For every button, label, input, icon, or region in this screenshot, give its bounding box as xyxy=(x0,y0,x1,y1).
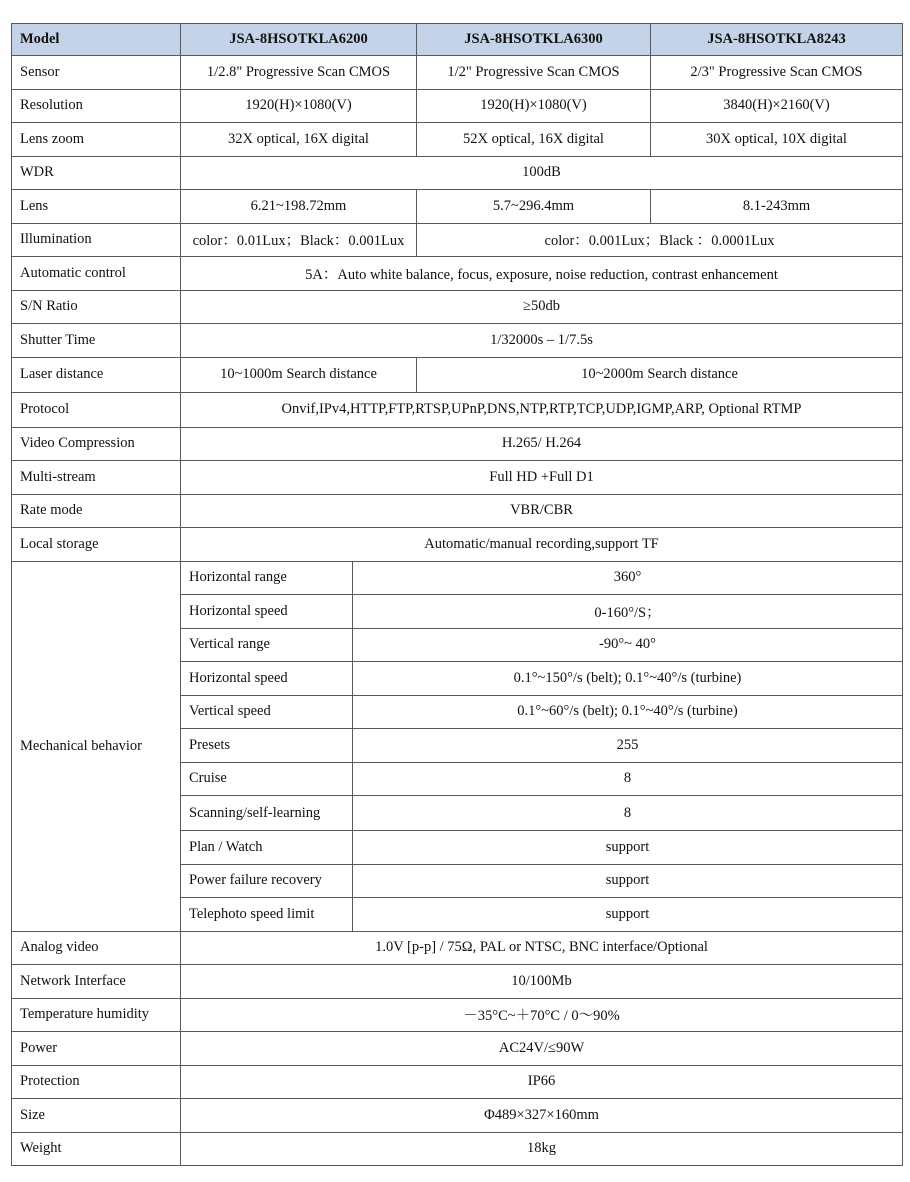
cell-value: 2/3" Progressive Scan CMOS xyxy=(651,56,903,90)
row-label: Power xyxy=(12,1032,181,1066)
model-header: Model xyxy=(12,24,181,56)
row-label: Size xyxy=(12,1099,181,1133)
sub-value: support xyxy=(353,898,903,932)
cell-value: －35°C~＋70°C / 0～90% xyxy=(181,998,903,1032)
sn-ratio-row xyxy=(12,290,903,324)
sub-value: 0.1°~60°/s (belt); 0.1°~40°/s (turbine) xyxy=(353,695,903,729)
cell-value: 1920(H)×1080(V) xyxy=(417,89,651,123)
row-label: Lens xyxy=(12,190,181,224)
mechanical-row xyxy=(12,561,903,595)
sub-label: Horizontal range xyxy=(181,561,353,595)
cell-value: 32X optical, 16X digital xyxy=(181,123,417,157)
sub-value: 8 xyxy=(353,762,903,796)
sub-value: 360° xyxy=(353,561,903,595)
row-label: S/N Ratio xyxy=(12,290,181,324)
row-label: Protocol xyxy=(12,392,181,427)
cell-value: 100dB xyxy=(181,156,903,190)
cell-value: Onvif,IPv4,HTTP,FTP,RTSP,UPnP,DNS,NTP,RTP,TCP,UDP,IGMP,ARP, Optional RTMP xyxy=(181,392,903,427)
row-label: Laser distance xyxy=(12,357,181,392)
row-label: Sensor xyxy=(12,56,181,90)
size-row xyxy=(12,1099,903,1133)
row-label: Weight xyxy=(12,1132,181,1166)
cell-value: 1920(H)×1080(V) xyxy=(181,89,417,123)
sub-label: Power failure recovery xyxy=(181,864,353,898)
cell-value: color：0.001Lux；Black ：0.0001Lux xyxy=(417,223,903,257)
laser-distance-row xyxy=(12,357,903,392)
sub-label: Plan / Watch xyxy=(181,831,353,865)
cell-value: color：0.01Lux；Black：0.001Lux xyxy=(181,223,417,257)
row-label: Lens zoom xyxy=(12,123,181,157)
cell-value: 30X optical, 10X digital xyxy=(651,123,903,157)
sub-label: Telephoto speed limit xyxy=(181,898,353,932)
cell-value: 8.1-243mm xyxy=(651,190,903,224)
lens-zoom-row xyxy=(12,123,903,157)
row-label: Multi-stream xyxy=(12,461,181,495)
model-3-header: JSA-8HSOTKLA8243 xyxy=(651,24,903,56)
wdr-row xyxy=(12,156,903,190)
shutter-time-row xyxy=(12,324,903,358)
cell-value: 1/2.8" Progressive Scan CMOS xyxy=(181,56,417,90)
cell-value: IP66 xyxy=(181,1065,903,1099)
cell-value: 10/100Mb xyxy=(181,965,903,999)
protection-row xyxy=(12,1065,903,1099)
row-label: Resolution xyxy=(12,89,181,123)
lens-row xyxy=(12,190,903,224)
row-label: Network Interface xyxy=(12,965,181,999)
sensor-row xyxy=(12,56,903,90)
row-label: Automatic control xyxy=(12,257,181,291)
row-label: Protection xyxy=(12,1065,181,1099)
rate-mode-row xyxy=(12,494,903,528)
automatic-control-row xyxy=(12,257,903,291)
sub-label: Scanning/self-learning xyxy=(181,796,353,831)
cell-value: VBR/CBR xyxy=(181,494,903,528)
cell-value: 6.21~198.72mm xyxy=(181,190,417,224)
sub-label: Horizontal speed xyxy=(181,662,353,696)
row-label: Analog video xyxy=(12,931,181,965)
cell-value: H.265/ H.264 xyxy=(181,427,903,461)
cell-value: Full HD +Full D1 xyxy=(181,461,903,495)
temperature-humidity-row xyxy=(12,998,903,1032)
row-label: Video Compression xyxy=(12,427,181,461)
row-label: Temperature humidity xyxy=(12,998,181,1032)
cell-value: AC24V/≤90W xyxy=(181,1032,903,1066)
protocol-row xyxy=(12,392,903,427)
cell-value: 18kg xyxy=(181,1132,903,1166)
cell-value: 5.7~296.4mm xyxy=(417,190,651,224)
cell-value: 1/32000s – 1/7.5s xyxy=(181,324,903,358)
spec-table xyxy=(11,23,903,1166)
cell-value: 1/2" Progressive Scan CMOS xyxy=(417,56,651,90)
sub-label: Horizontal speed xyxy=(181,595,353,629)
row-label: Local storage xyxy=(12,528,181,562)
resolution-row xyxy=(12,89,903,123)
cell-value: 5A：Auto white balance, focus, exposure, noise reduction, contrast enhancement xyxy=(181,257,903,291)
sub-label: Presets xyxy=(181,729,353,763)
sub-label: Vertical speed xyxy=(181,695,353,729)
row-label: WDR xyxy=(12,156,181,190)
row-label: Rate mode xyxy=(12,494,181,528)
cell-value: 3840(H)×2160(V) xyxy=(651,89,903,123)
power-row xyxy=(12,1032,903,1066)
header-row xyxy=(12,24,903,56)
cell-value: ≥50db xyxy=(181,290,903,324)
sub-value: 255 xyxy=(353,729,903,763)
sub-value: support xyxy=(353,831,903,865)
network-interface-row xyxy=(12,965,903,999)
cell-value: Automatic/manual recording,support TF xyxy=(181,528,903,562)
cell-value: 52X optical, 16X digital xyxy=(417,123,651,157)
illumination-row xyxy=(12,223,903,257)
video-compression-row xyxy=(12,427,903,461)
model-2-header: JSA-8HSOTKLA6300 xyxy=(417,24,651,56)
analog-video-row xyxy=(12,931,903,965)
local-storage-row xyxy=(12,528,903,562)
cell-value: 10~2000m Search distance xyxy=(417,357,903,392)
row-label: Illumination xyxy=(12,223,181,257)
sub-value: 8 xyxy=(353,796,903,831)
sub-value: -90°~ 40° xyxy=(353,628,903,662)
cell-value: 10~1000m Search distance xyxy=(181,357,417,392)
weight-row xyxy=(12,1132,903,1166)
cell-value: Φ489×327×160mm xyxy=(181,1099,903,1133)
sub-value: support xyxy=(353,864,903,898)
sub-label: Cruise xyxy=(181,762,353,796)
sub-label: Vertical range xyxy=(181,628,353,662)
sub-value: 0.1°~150°/s (belt); 0.1°~40°/s (turbine) xyxy=(353,662,903,696)
mechanical-label: Mechanical behavior xyxy=(12,561,181,931)
model-1-header: JSA-8HSOTKLA6200 xyxy=(181,24,417,56)
row-label: Shutter Time xyxy=(12,324,181,358)
multi-stream-row xyxy=(12,461,903,495)
sub-value: 0-160°/S； xyxy=(353,595,903,629)
cell-value: 1.0V [p-p] / 75Ω, PAL or NTSC, BNC interface/Optional xyxy=(181,931,903,965)
